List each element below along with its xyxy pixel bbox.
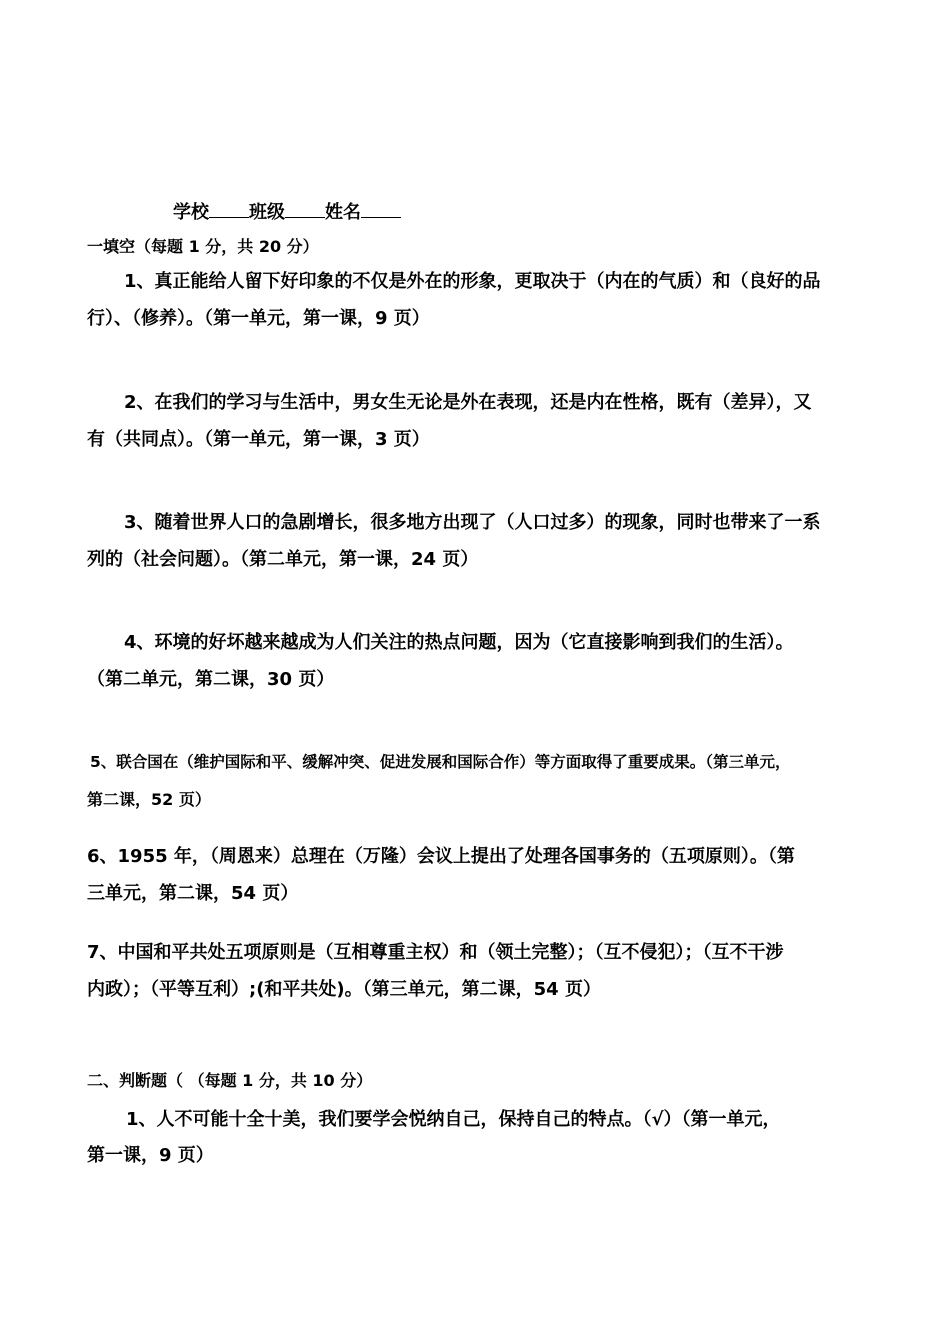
q6-line1: 6、1955 年，（周恩来）总理在（万隆）会议上提出了处理各国事务的（五项原则）。（第 [87,846,795,867]
name-label: 姓名 [325,202,361,223]
class-blank [285,201,325,218]
q5-line1: 5、联合国在（维护国际和平、缓解冲突、促进发展和国际合作）等方面取得了重要成果。（第三单元， [90,753,791,771]
q1-line2: 行）、（修养）。（第一单元，第一课，9 页） [87,308,430,329]
student-info-header [173,201,401,224]
q5-line2: 第二课，52 页） [87,790,211,809]
q1-line1: 1、真正能给人留下好印象的不仅是外在的形象，更取决于（内在的气质）和（良好的品 [124,271,821,292]
judge-q1-line1: 1、人不可能十全十美，我们要学会悦纳自己，保持自己的特点。（√）（第一单元， [126,1109,781,1130]
school-label: 学校 [173,202,209,223]
section2-title: 二、判断题（ （每题 1 分，共 10 分） [87,1071,373,1090]
q2-line2: 有（共同点）。（第一单元，第一课，3 页） [87,429,430,450]
q2-line1: 2、在我们的学习与生活中，男女生无论是外在表现，还是内在性格，既有（差异），又 [124,392,812,413]
q3-line1: 3、随着世界人口的急剧增长，很多地方出现了（人口过多）的现象，同时也带来了一系 [124,512,821,533]
school-blank [209,201,249,218]
q3-line2: 列的（社会问题）。（第二单元，第一课，24 页） [87,549,479,570]
section1-title: 一填空（每题 1 分，共 20 分） [87,237,319,256]
judge-q1-line2: 第一课，9 页） [87,1145,214,1166]
class-label: 班级 [249,202,285,223]
q6-line2: 三单元，第二课，54 页） [87,883,299,904]
q4-line2: （第二单元，第二课，30 页） [87,669,335,690]
q7-line2: 内政）；（平等互利）;(和平共处)。（第三单元，第二课，54 页） [87,979,601,1000]
q7-line1: 7、中国和平共处五项原则是（互相尊重主权）和（领土完整）；（互不侵犯）；（互不干涉 [87,942,784,963]
name-blank [361,201,401,218]
q4-line1: 4、环境的好坏越来越成为人们关注的热点问题，因为（它直接影响到我们的生活）。 [124,632,794,653]
